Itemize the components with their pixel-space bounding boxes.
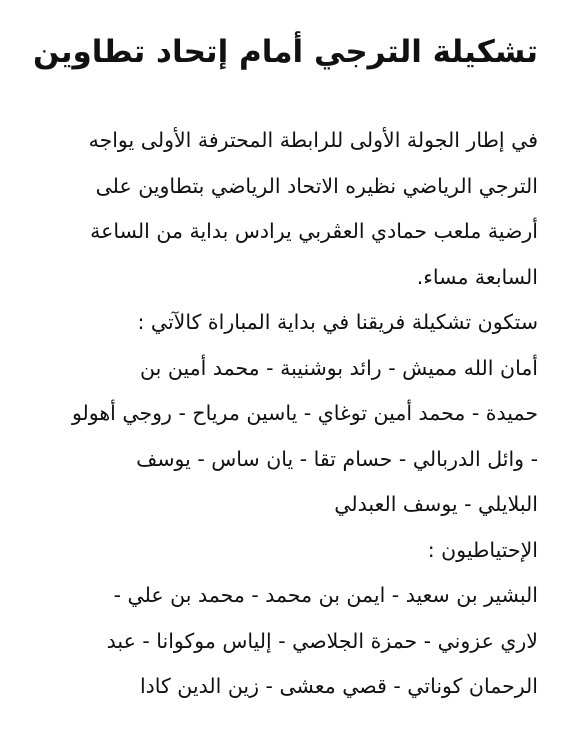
article-line: ستكون تشكيلة فريقنا في بداية المباراة كالآتي :: [137, 310, 538, 334]
article-line: البلايلي - يوسف العبدلي: [334, 492, 538, 516]
article-line: حميدة - محمد أمين توغاي - ياسين مرياح - روجي أهولو: [71, 401, 538, 425]
article-line: في إطار الجولة الأولى للرابطة المحترفة الأولى يواجه: [88, 128, 538, 152]
article-line: الإحتياطيون :: [427, 537, 538, 562]
article-line: أرضية ملعب حمادي العڨربي يرادس بداية من الساعة: [90, 219, 538, 243]
article-title: تشكيلة الترجي أمام إتحاد تطاوين: [32, 34, 538, 70]
article-line: البشير بن سعيد - ايمن بن محمد - محمد بن علي -: [113, 583, 538, 607]
article-line: الرحمان كوناتي - قصي معشى - زين الدين كادا: [139, 674, 538, 698]
article-line: لاري عزوني - حمزة الجلاصي - إلياس موكوانا - عبد: [106, 628, 538, 653]
article-line: - وائل الدربالي - حسام تقا - يان ساس - يوسف: [136, 446, 538, 471]
article-line: السابعة مساء.: [416, 264, 538, 289]
article-line: الترجي الرياضي نظيره الاتحاد الرياضي بتطاوين على: [95, 173, 538, 198]
article-line: أمان الله مميش - رائد بوشنيبة - محمد أمين بن: [140, 355, 538, 380]
article-body: [20, 118, 538, 710]
